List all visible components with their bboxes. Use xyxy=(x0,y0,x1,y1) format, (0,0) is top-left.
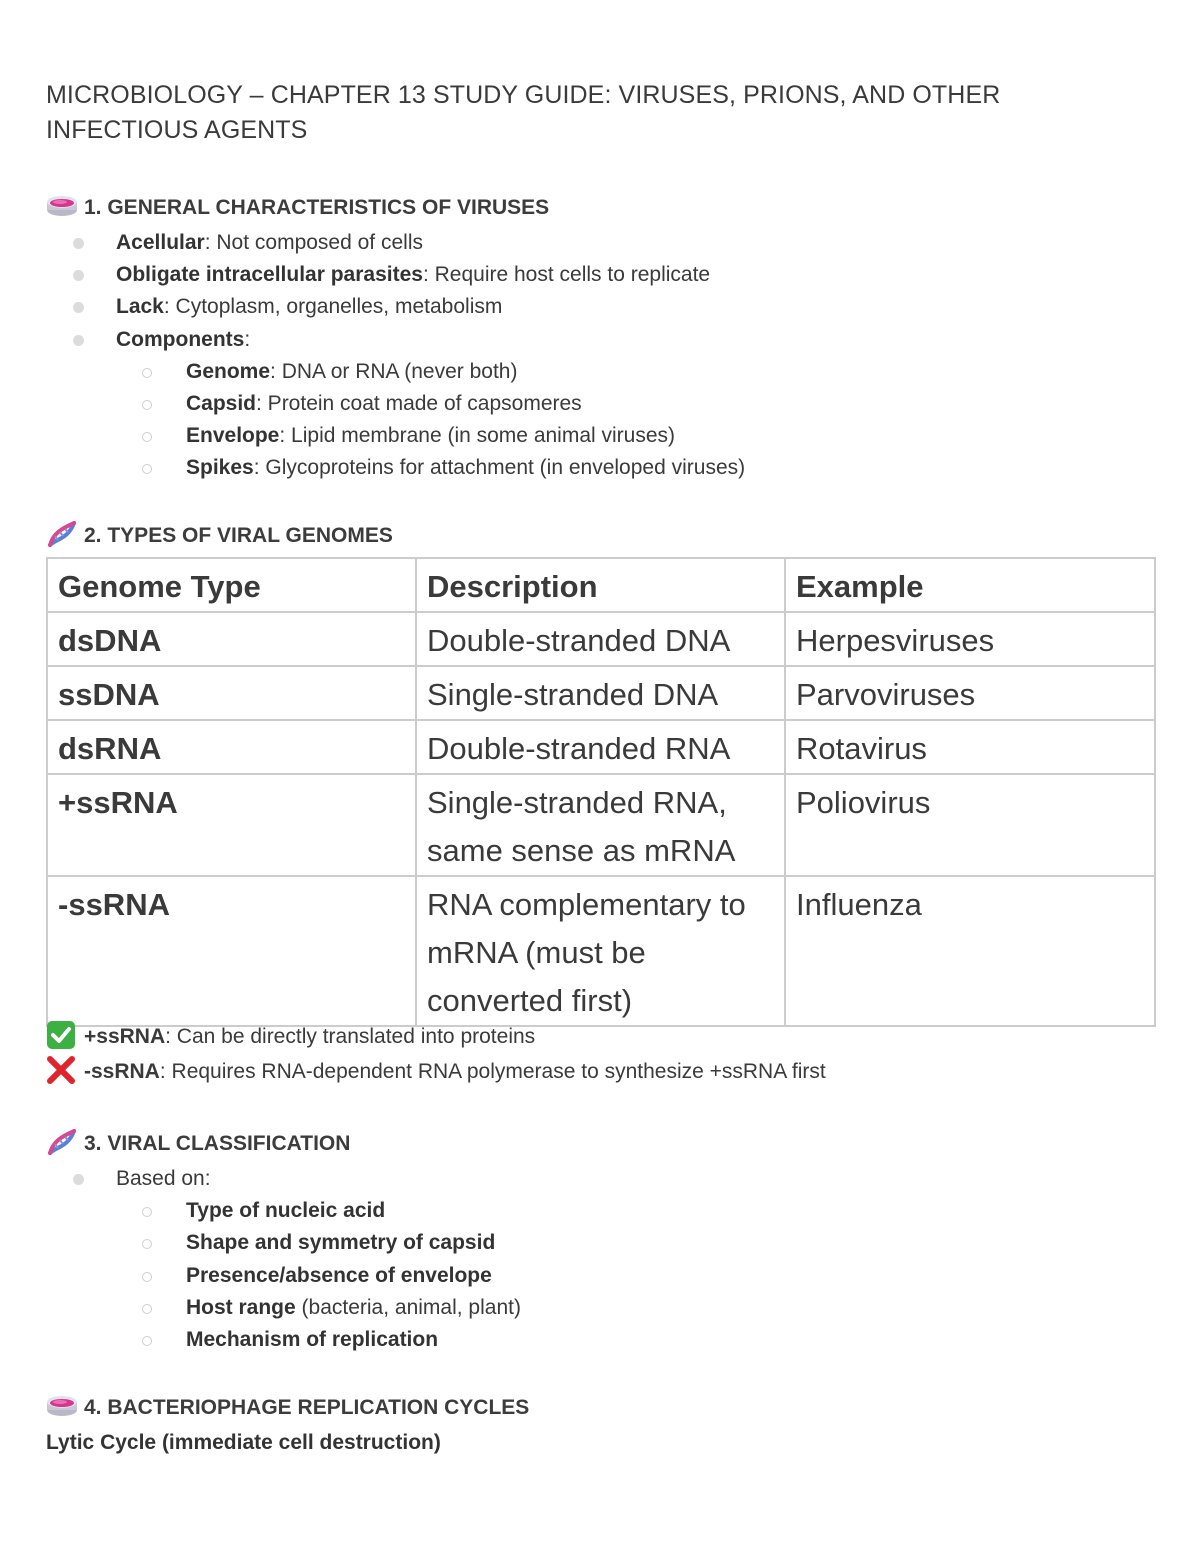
sub-list-item xyxy=(46,1195,521,1227)
list-item-term: Envelope xyxy=(186,424,280,448)
lytic-cycle-subheading: Lytic Cycle (immediate cell destruction) xyxy=(46,1431,441,1454)
list-item xyxy=(46,259,745,291)
note-text: : Can be directly translated into proteins xyxy=(165,1025,536,1048)
table-row xyxy=(47,720,1155,774)
bullet-icon xyxy=(73,1174,84,1185)
section-heading-text: 1. GENERAL CHARACTERISTICS OF VIRUSES xyxy=(84,196,550,219)
section-heading-viral-genomes xyxy=(46,521,393,551)
petri-dish-icon xyxy=(46,193,78,219)
list-item-text: (bacteria, animal, plant) xyxy=(295,1295,521,1319)
bullet-icon xyxy=(73,238,84,249)
table-row xyxy=(47,612,1155,666)
hollow-bullet-icon xyxy=(142,1336,152,1346)
list-item xyxy=(46,227,745,259)
list-item-text: : Glycoproteins for attachment (in enveloped viruses) xyxy=(253,456,746,480)
table-cell: Single-stranded DNA xyxy=(416,666,785,720)
list-item-term: Type of nucleic acid xyxy=(186,1199,386,1223)
table-header-row xyxy=(47,558,1155,612)
list-item-text: : xyxy=(244,327,251,351)
list-item xyxy=(46,1163,521,1195)
note-term: +ssRNA xyxy=(84,1025,166,1048)
sub-list-item xyxy=(46,1227,521,1259)
note-text: : Requires RNA-dependent RNA polymerase to synthesize +ssRNA first xyxy=(159,1060,826,1083)
table-cell: dsRNA xyxy=(47,720,416,774)
list-item-term: Obligate intracellular parasites xyxy=(116,263,423,287)
sub-list-item xyxy=(46,1292,521,1324)
hollow-bullet-icon xyxy=(142,1239,152,1249)
sub-list-item xyxy=(46,1324,521,1356)
table-header-cell: Description xyxy=(416,558,785,612)
table-cell: Double-stranded DNA xyxy=(416,612,785,666)
list-item-text: : Protein coat made of capsomeres xyxy=(256,391,582,415)
viral-genomes-table xyxy=(46,557,1156,1027)
list-item xyxy=(46,324,745,356)
list-item-term: Capsid xyxy=(186,391,257,415)
list-item-term: Presence/absence of envelope xyxy=(186,1263,492,1287)
list-item-term: Mechanism of replication xyxy=(186,1327,439,1351)
table-header-cell: Genome Type xyxy=(47,558,416,612)
dna-icon xyxy=(46,521,78,547)
section-heading-general-characteristics xyxy=(46,193,549,223)
table-cell: Single-stranded RNA, same sense as mRNA xyxy=(416,774,785,876)
classification-list xyxy=(46,1163,521,1356)
bullet-icon xyxy=(73,302,84,313)
cross-mark-icon xyxy=(46,1055,76,1085)
section-heading-viral-classification xyxy=(46,1129,350,1159)
table-cell: ssDNA xyxy=(47,666,416,720)
table-cell: Herpesviruses xyxy=(785,612,1155,666)
list-item-term: Host range xyxy=(186,1295,296,1319)
document-title: MICROBIOLOGY – CHAPTER 13 STUDY GUIDE: VIRUSES, PRIONS, AND OTHER INFECTIOUS AGENTS xyxy=(46,81,1001,144)
table-cell: Poliovirus xyxy=(785,774,1155,876)
section-heading-text: 4. BACTERIOPHAGE REPLICATION CYCLES xyxy=(84,1396,530,1419)
note-term: -ssRNA xyxy=(84,1060,160,1083)
characteristics-list xyxy=(46,227,745,485)
table-row xyxy=(47,666,1155,720)
table-row xyxy=(47,876,1155,1026)
table-cell: Influenza xyxy=(785,876,1155,1026)
list-item-text: : Lipid membrane (in some animal viruses) xyxy=(279,424,676,448)
table-cell: RNA complementary to mRNA (must be converted first) xyxy=(416,876,785,1026)
list-item-term: Acellular xyxy=(116,231,205,254)
hollow-bullet-icon xyxy=(142,1207,152,1217)
list-item-term: Shape and symmetry of capsid xyxy=(186,1231,496,1255)
list-item-text: : Cytoplasm, organelles, metabolism xyxy=(163,295,503,319)
sub-list-item xyxy=(46,452,745,484)
section-heading-bacteriophage-cycles xyxy=(46,1393,529,1423)
table-row xyxy=(47,774,1155,876)
table-cell: Parvoviruses xyxy=(785,666,1155,720)
sub-list-item xyxy=(46,388,745,420)
bullet-icon xyxy=(73,270,84,281)
list-item-text: : Require host cells to replicate xyxy=(422,263,711,287)
hollow-bullet-icon xyxy=(142,368,152,378)
table-cell: Double-stranded RNA xyxy=(416,720,785,774)
hollow-bullet-icon xyxy=(142,464,152,474)
section-heading-text: 2. TYPES OF VIRAL GENOMES xyxy=(84,524,393,547)
note-minus-ssrna xyxy=(46,1057,826,1087)
table-cell: -ssRNA xyxy=(47,876,416,1026)
table-header-cell: Example xyxy=(785,558,1155,612)
hollow-bullet-icon xyxy=(142,1272,152,1282)
note-plus-ssrna xyxy=(46,1022,535,1052)
section-heading-text: 3. VIRAL CLASSIFICATION xyxy=(84,1132,351,1155)
hollow-bullet-icon xyxy=(142,1304,152,1314)
list-item xyxy=(46,291,745,323)
petri-dish-icon xyxy=(46,1393,78,1419)
sub-list-item xyxy=(46,356,745,388)
check-mark-button-icon xyxy=(46,1020,76,1050)
sub-list-item xyxy=(46,1260,521,1292)
list-item-term: Spikes xyxy=(186,456,254,480)
list-item-text: : Not composed of cells xyxy=(204,231,423,254)
bullet-icon xyxy=(73,335,84,346)
hollow-bullet-icon xyxy=(142,432,152,442)
table-cell: +ssRNA xyxy=(47,774,416,876)
list-item-term: Genome xyxy=(186,359,271,383)
list-item-text: : DNA or RNA (never both) xyxy=(270,359,518,383)
list-item-term: Lack xyxy=(116,295,164,319)
hollow-bullet-icon xyxy=(142,400,152,410)
dna-icon xyxy=(46,1129,78,1155)
table-cell: Rotavirus xyxy=(785,720,1155,774)
list-item-term: Components xyxy=(116,327,245,351)
sub-list-item xyxy=(46,420,745,452)
list-item-text: Based on: xyxy=(116,1167,211,1190)
table-cell: dsDNA xyxy=(47,612,416,666)
